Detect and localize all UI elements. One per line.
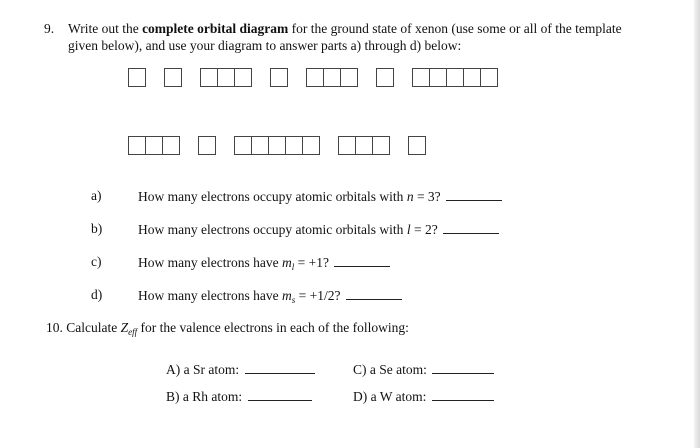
part-b-text: How many electrons occupy atomic orbitals with [138,222,407,237]
orbital-box[interactable] [324,68,341,87]
part-d-text: How many electrons have [138,288,282,303]
orbital-box[interactable] [128,136,146,155]
orbital-group [306,68,358,87]
question-10 [46,320,409,337]
part-b-answer-blank[interactable] [443,221,499,234]
question-9-bold-phrase: complete orbital diagram [142,21,289,36]
question-9 [44,20,644,54]
orbital-box[interactable] [373,136,390,155]
orbital-group [128,68,146,87]
orbital-box[interactable] [200,68,218,87]
orbital-box[interactable] [270,68,288,87]
part-b-variable: l [406,222,411,237]
orbital-box[interactable] [303,136,320,155]
orbital-box[interactable] [412,68,430,87]
orbital-box[interactable] [447,68,464,87]
zeff-item-b-label: B) a Rh atom: [166,389,243,404]
zeff-item-c-label: C) a Se atom: [353,362,427,377]
orbital-box[interactable] [306,68,324,87]
orbital-group [164,68,182,87]
orbital-box[interactable] [164,68,182,87]
part-b-letter: b) [91,221,103,236]
part-a-text: How many electrons occupy atomic orbitals with [138,189,407,204]
orbital-group [234,136,320,155]
orbital-box[interactable] [408,136,426,155]
zeff-item-d [353,388,494,405]
part-d-equals: = +1/2? [295,288,341,303]
orbital-group [128,136,180,155]
orbital-box[interactable] [218,68,235,87]
question-9-prompt [68,20,644,54]
part-c-letter: c) [91,254,102,269]
zeff-item-d-label: D) a W atom: [353,389,427,404]
question-10-text-end: for the valence electrons in each of the following: [137,320,409,335]
orbital-box[interactable] [356,136,373,155]
part-d-variable: m [281,288,292,303]
part-a-variable: n [406,189,414,204]
orbital-box[interactable] [234,136,252,155]
part-a-question [138,188,502,205]
part-c-equals: = +1? [294,255,329,270]
question-10-variable: Z [120,320,129,335]
question-10-variable-subscript: eff [128,327,138,337]
orbital-group [408,136,426,155]
part-d-variable-subscript: s [291,295,296,305]
part-d-question [138,287,402,305]
orbital-box[interactable] [146,136,163,155]
zeff-item-b-answer-blank[interactable] [248,388,312,401]
part-c-answer-blank[interactable] [334,254,390,267]
part-c-variable: m [281,255,292,270]
zeff-item-b [166,388,312,405]
orbital-box[interactable] [464,68,481,87]
orbital-group [412,68,498,87]
zeff-item-a [166,361,315,378]
orbital-box[interactable] [338,136,356,155]
orbital-box[interactable] [235,68,252,87]
part-d-answer-blank[interactable] [346,287,402,300]
orbital-group [338,136,390,155]
part-d-letter: d) [91,287,103,302]
part-b-equals: = 2? [410,222,438,237]
question-9-text-start: Write out the [68,21,143,36]
orbital-box-row-2 [128,136,426,155]
orbital-box[interactable] [269,136,286,155]
zeff-item-c [353,361,494,378]
part-a-equals: = 3? [413,189,441,204]
orbital-box[interactable] [481,68,498,87]
orbital-box[interactable] [430,68,447,87]
question-10-text-start: Calculate [66,320,121,335]
question-10-number: 10. [46,320,63,335]
question-9-text-end: for the ground state of xenon (use some or all of the template given below), and use your diagram to answer parts a) through d) below: [68,21,622,53]
part-a-letter: a) [91,188,102,203]
orbital-group [270,68,288,87]
orbital-box[interactable] [286,136,303,155]
part-c-text: How many electrons have [138,255,282,270]
part-a-answer-blank[interactable] [446,188,502,201]
orbital-box[interactable] [198,136,216,155]
orbital-box[interactable] [163,136,180,155]
part-c-variable-subscript: l [291,262,295,272]
orbital-group [376,68,394,87]
orbital-box[interactable] [252,136,269,155]
part-b-question [138,221,499,238]
orbital-box-row-1 [128,68,498,87]
zeff-item-a-answer-blank[interactable] [245,361,315,374]
orbital-box[interactable] [341,68,358,87]
zeff-item-d-answer-blank[interactable] [432,388,494,401]
page-edge-shadow [694,0,700,448]
part-c-question [138,254,390,272]
orbital-box[interactable] [376,68,394,87]
orbital-group [198,136,216,155]
zeff-item-c-answer-blank[interactable] [432,361,494,374]
orbital-group [200,68,252,87]
orbital-box[interactable] [128,68,146,87]
question-9-number: 9. [44,21,55,36]
zeff-item-a-label: A) a Sr atom: [166,362,240,377]
